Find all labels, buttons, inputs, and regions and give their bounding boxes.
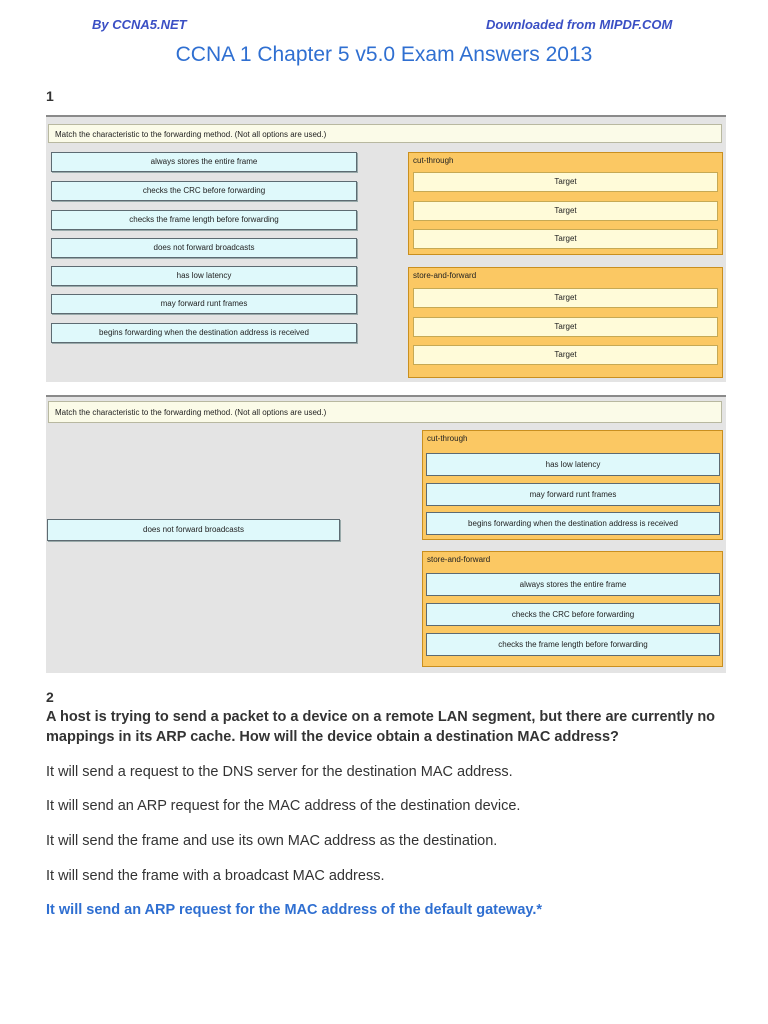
group-store-and-forward (408, 267, 723, 378)
answer-item[interactable]: begins forwarding when the destination address is received (426, 512, 720, 535)
answer-group-label-store-and-forward: store-and-forward (427, 555, 491, 564)
option-checks-frame-length[interactable]: checks the frame length before forwarding (51, 210, 357, 230)
target-slot[interactable]: Target (413, 172, 718, 192)
answer-item[interactable]: has low latency (426, 453, 720, 476)
answer-item[interactable]: always stores the entire frame (426, 573, 720, 596)
q1-instruction: Match the characteristic to the forwarding method. (Not all options are used.) (48, 124, 722, 143)
answer-item[interactable]: may forward runt frames (426, 483, 720, 506)
answer-option: It will send the frame with a broadcast MAC address. (46, 868, 385, 884)
target-slot[interactable]: Target (413, 345, 718, 365)
q1-answer-panel (46, 395, 726, 673)
option-no-broadcasts[interactable]: does not forward broadcasts (51, 238, 357, 258)
answer-group-label-cut-through: cut-through (427, 434, 468, 443)
header-source-left: By CCNA5.NET (92, 17, 187, 32)
question-2-text: A host is trying to send a packet to a device on a remote LAN segment, but there are currently no mappings in its ARP cache. How will the device obtain a destination MAC address? (46, 709, 716, 745)
answer-item[interactable]: checks the frame length before forwarding (426, 633, 720, 656)
answer-group-cut-through (422, 430, 723, 540)
option-low-latency[interactable]: has low latency (51, 266, 357, 286)
header-source-right: Downloaded from MIPDF.COM (486, 17, 673, 32)
answer-option: It will send a request to the DNS server for the destination MAC address. (46, 764, 513, 780)
option-runt-frames[interactable]: may forward runt frames (51, 294, 357, 314)
answer-option: It will send the frame and use its own MAC address as the destination. (46, 833, 498, 849)
question-2-number: 2 (46, 689, 54, 705)
answer-group-store-and-forward (422, 551, 723, 667)
group-label-cut-through: cut-through (413, 156, 454, 165)
question-1-number: 1 (46, 88, 54, 104)
target-slot[interactable]: Target (413, 288, 718, 308)
option-always-stores[interactable]: always stores the entire frame (51, 152, 357, 172)
q1-answer-instruction: Match the characteristic to the forwarding method. (Not all options are used.) (48, 401, 722, 423)
target-slot[interactable]: Target (413, 229, 718, 249)
page-title: CCNA 1 Chapter 5 v5.0 Exam Answers 2013 (175, 43, 593, 66)
q1-dragdrop-panel (46, 115, 726, 382)
group-cut-through (408, 152, 723, 255)
unused-option[interactable]: does not forward broadcasts (47, 519, 340, 541)
option-begins-forwarding[interactable]: begins forwarding when the destination address is received (51, 323, 357, 343)
answer-option: It will send an ARP request for the MAC address of the destination device. (46, 798, 521, 814)
option-checks-crc[interactable]: checks the CRC before forwarding (51, 181, 357, 201)
target-slot[interactable]: Target (413, 201, 718, 221)
group-label-store-and-forward: store-and-forward (413, 271, 477, 280)
answer-item[interactable]: checks the CRC before forwarding (426, 603, 720, 626)
target-slot[interactable]: Target (413, 317, 718, 337)
correct-answer-option: It will send an ARP request for the MAC address of the default gateway.* (46, 902, 543, 918)
